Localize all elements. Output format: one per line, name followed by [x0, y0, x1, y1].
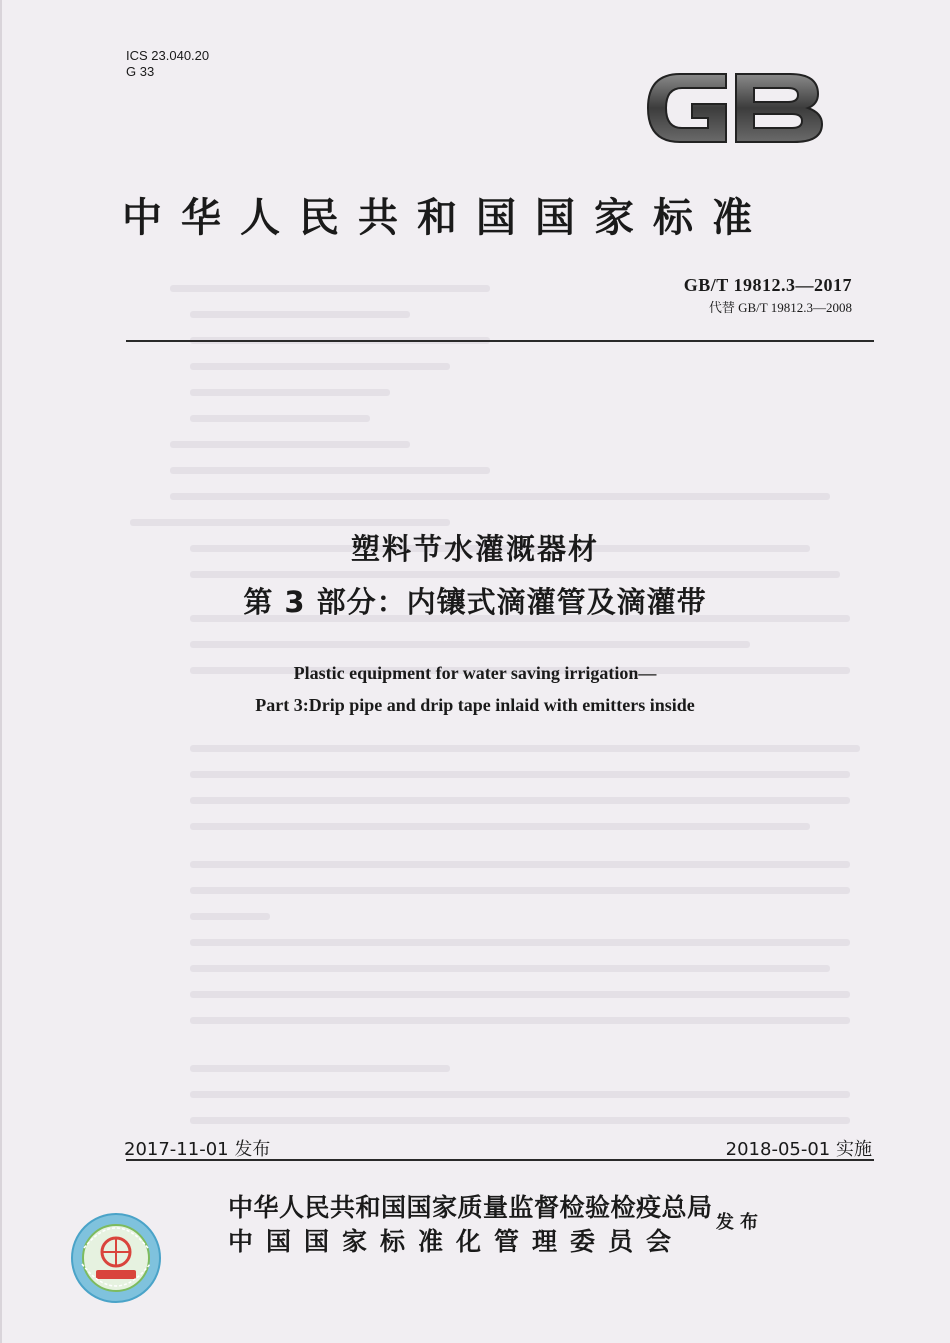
ccs-code: G 33: [126, 64, 155, 79]
classification-codes: [126, 48, 209, 80]
publish-date: 2017-11-01 发布: [124, 1139, 271, 1160]
national-standard-title: 中华人民共和国国家标准: [122, 194, 771, 241]
english-title-line2: Part 3:Drip pipe and drip tape inlaid with emitters inside: [255, 695, 695, 715]
certification-seal-icon: [70, 1212, 162, 1304]
issuer-line2: 中国国家标准化管理委员会: [228, 1227, 685, 1256]
standard-number: GB/T 19812.3—2017: [683, 275, 852, 295]
gb-logo: [640, 60, 830, 156]
header-divider: [126, 340, 874, 342]
footer-divider: [126, 1159, 874, 1161]
implementation-date: 2018-05-01 实施: [725, 1139, 872, 1160]
chinese-title-line1: 塑料节水灌溉器材: [350, 532, 599, 566]
english-title-line1: Plastic equipment for water saving irrigation—: [293, 663, 657, 683]
replaces-standard: 代替 GB/T 19812.3—2008: [708, 300, 852, 315]
ics-code: ICS 23.040.20: [126, 48, 210, 63]
issuer-line1: 中华人民共和国国家质量监督检验检疫总局: [228, 1193, 713, 1222]
standard-number-block: [684, 275, 852, 316]
release-label: 发布: [716, 1212, 764, 1233]
chinese-title-line2: 第 3 部分：内镶式滴灌管及滴灌带: [243, 585, 707, 619]
